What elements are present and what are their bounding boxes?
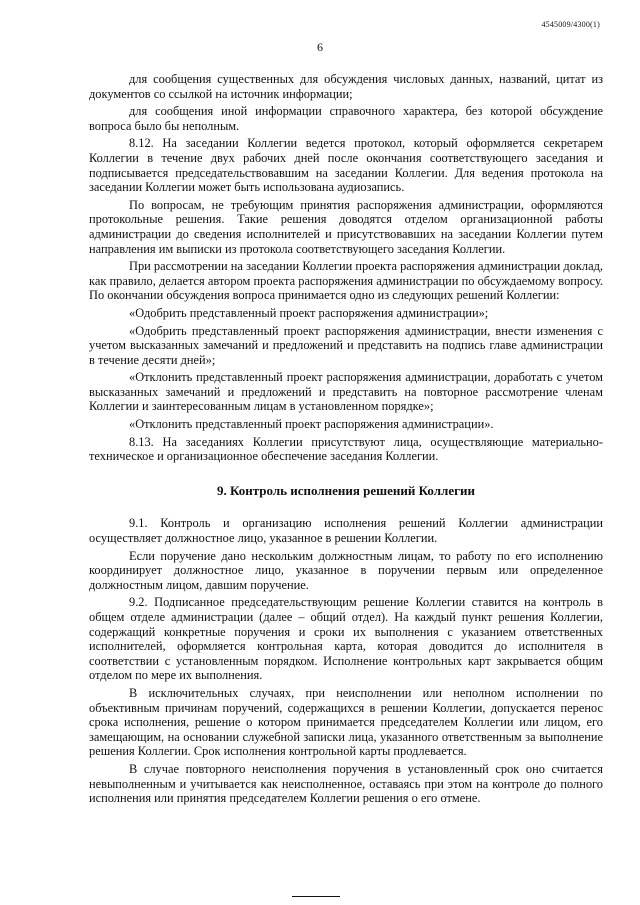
paragraph: В исключительных случаях, при неисполнении или неполном исполнении по объективным причинам поручений, содержащихся в решении Коллегии, допускается перенос срока исполнения, решение о котором принимается председателем Коллегии или лицом, его замещающим, на основании служебной записки лица, указанного ответственным за выполнение решения Коллегии. Срок исполнения контрольной карты продлевается. [89, 685, 603, 759]
paragraph: для сообщения существенных для обсуждения числовых данных, названий, цитат из документов со ссылкой на источник информации; [89, 72, 603, 101]
document-code: 4545009/4300(1) [541, 20, 600, 29]
paragraph: Если поручение дано нескольким должностным лицам, то работу по его исполнению координирует должностное лицо, указанное в поручении первым или определенное должностным лицом, давшим поручение. [89, 548, 603, 592]
paragraph: 9.1. Контроль и организацию исполнения решений Коллегии администрации осуществляет должностное лицо, указанное в решении Коллегии. [89, 516, 603, 546]
paragraph: По вопросам, не требующим принятия распоряжения администрации, оформляются протокольные решения. Такие решения доводятся отделом организационной работы администрации до сведения исполнителей и присутствовавших на заседании Коллегии путем направления им выписки из протокола соответствующего заседания Коллегии. [89, 197, 603, 256]
section-title: 9. Контроль исполнения решений Коллегии [216, 482, 475, 498]
paragraph: 8.12. На заседании Коллегии ведется протокол, который оформляется секретарем Коллегии в течение двух рабочих дней после окончания соответствующего заседания и подписывается председательствовавшим на заседании Коллегии. Для ведения протокола на заседании Коллегии может быть использована аудиозапись. [89, 136, 603, 195]
page-number: 6 [317, 40, 323, 54]
paragraph: для сообщения иной информации справочного характера, без которой обсуждение вопроса было бы неполным. [89, 104, 603, 133]
paragraph: «Отклонить представленный проект распоряжения администрации». [129, 417, 494, 432]
paragraph: «Одобрить представленный проект распоряжения администрации»; [129, 305, 489, 320]
paragraph: «Отклонить представленный проект распоряжения администрации, доработать с учетом высказанных замечаний и предложений и представить на повторное рассмотрение членам Коллегии и заинтересованным лицам в установленном порядке»; [89, 370, 603, 414]
paragraph: 8.13. На заседаниях Коллегии присутствуют лица, осуществляющие материально-техническое и организационное обеспечение заседания Коллегии. [89, 434, 603, 464]
paragraph: 9.2. Подписанное председательствующим решение Коллегии ставится на контроль в общем отделе администрации (далее – общий отдел). На каждый пункт решения Коллегии, содержащий конкретные поручения и сроки их выполнения с указанием ответственных исполнителей, оформляется контрольная карта, которая доводится до исполнителя в соответствии с установленным порядком. Исполнение контрольных карт закрывается общим отделом по мере их выполнения. [89, 595, 603, 683]
document-body [89, 72, 603, 809]
paragraph: «Одобрить представленный проект распоряжения администрации, внести изменения с учетом высказанных замечаний и предложений и представить на подпись главе администрации в течение десяти дней»; [89, 323, 603, 367]
paragraph: В случае повторного неисполнения поручения в установленный срок оно считается невыполненным и учитывается как неисполненное, оставаясь при этом на контроле до полного исполнения или принятия председателем Коллегии решения о его отмене. [89, 761, 603, 806]
scan-edge-mark [292, 896, 340, 897]
paragraph: При рассмотрении на заседании Коллегии проекта распоряжения администрации доклад, как правило, делается автором проекта распоряжения администрации по обсуждаемому вопросу. По окончании обсуждения вопроса принимается одно из следующих решений Коллегии: [89, 259, 603, 303]
